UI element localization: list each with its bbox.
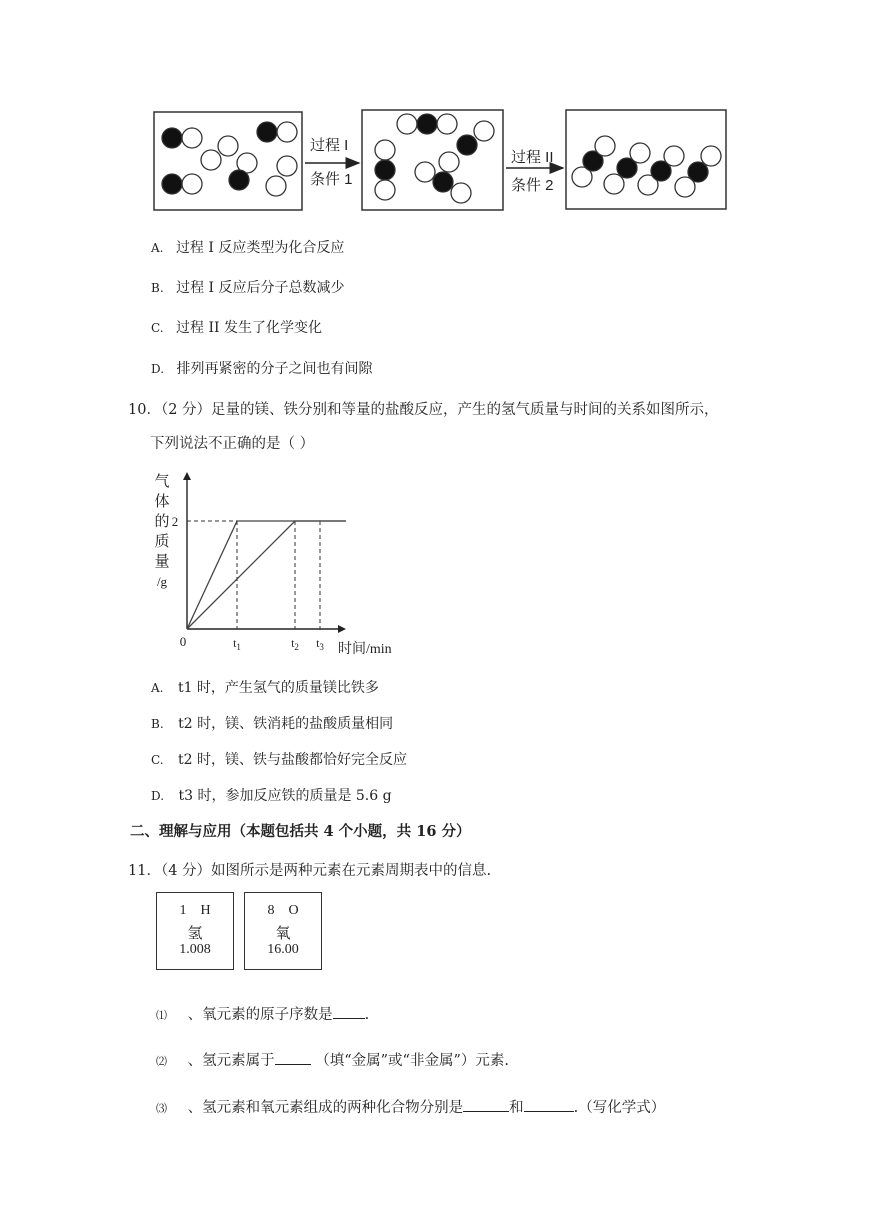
molecule-diagram-svg bbox=[0, 0, 869, 220]
arrow1-top-label: 过程 I bbox=[310, 137, 349, 154]
molecule-diagram bbox=[0, 0, 869, 220]
option-letter: B. bbox=[151, 281, 164, 295]
option-letter: B. bbox=[151, 717, 164, 731]
q10-chart-svg bbox=[140, 462, 420, 662]
option-letter: A. bbox=[151, 241, 164, 255]
q11-sub-1 bbox=[156, 1003, 369, 1024]
option-text: t2 时，镁、铁消耗的盐酸质量相同 bbox=[178, 716, 394, 732]
element-symbol: O bbox=[288, 903, 299, 918]
x-tick-t2: $t_2$ bbox=[291, 636, 299, 652]
q11-sub-2 bbox=[156, 1049, 509, 1070]
sub-text: 、氢元素和氧元素组成的两种化合物分别是 bbox=[187, 1100, 464, 1116]
q9-option-c bbox=[151, 317, 322, 337]
element-name: 氢 bbox=[187, 926, 203, 942]
option-letter: C. bbox=[151, 321, 164, 335]
x-axis-arrow bbox=[338, 625, 346, 633]
series-line-1 bbox=[187, 521, 346, 629]
q9-option-d bbox=[151, 358, 372, 378]
y-axis-label-char: 的 bbox=[154, 514, 170, 530]
element-symbol: H bbox=[200, 903, 211, 918]
sub-text: 、氢元素属于 bbox=[187, 1053, 275, 1069]
q10-stem-line1: 10．（2 分）足量的镁、铁分别和等量的盐酸反应，产生的氢气质量与时间的关系如图所示， bbox=[128, 402, 719, 418]
sub-text-end: . bbox=[364, 1007, 370, 1023]
q9-option-a bbox=[151, 237, 344, 257]
origin-label: 0 bbox=[179, 634, 187, 649]
atomic-mass: 1.008 bbox=[179, 942, 211, 957]
y-axis-label-char: 气 bbox=[154, 474, 170, 490]
q10-option-b bbox=[151, 713, 393, 733]
q9-option-b bbox=[151, 277, 345, 297]
option-text: 过程 Ⅰ 反应类型为化合反应 bbox=[175, 240, 345, 256]
y-axis-label-char: 质 bbox=[154, 534, 170, 550]
arrow2-top-label: 过程 II bbox=[511, 149, 554, 166]
q11-stem: 11．（4 分）如图所示是两种元素在元素周期表中的信息. bbox=[128, 863, 492, 879]
q10-stem-line2: 下列说法不正确的是（ ） bbox=[150, 436, 315, 452]
sub-marker: ⑶ bbox=[156, 1102, 167, 1115]
cell-number-symbol bbox=[245, 903, 321, 919]
answer-blank[interactable] bbox=[524, 1097, 574, 1112]
sub-text-end: （填“金属”或“非金属”）元素. bbox=[315, 1053, 509, 1069]
q10-option-a bbox=[151, 677, 379, 697]
atomic-number: 1 bbox=[179, 903, 187, 918]
periodic-cell-hydrogen bbox=[156, 892, 234, 970]
answer-blank[interactable] bbox=[275, 1050, 311, 1065]
q10-chart bbox=[140, 462, 420, 662]
arrow2-bottom-label: 条件 2 bbox=[511, 177, 554, 194]
answer-blank[interactable] bbox=[333, 1004, 365, 1019]
q10-option-d bbox=[151, 785, 392, 805]
x-tick-t3: $t_3$ bbox=[316, 636, 324, 652]
series-line-2 bbox=[187, 521, 346, 629]
option-text: 过程 Ⅰ 反应后分子总数减少 bbox=[176, 280, 345, 296]
y-axis-label-char: /g bbox=[156, 574, 168, 589]
answer-blank[interactable] bbox=[463, 1097, 509, 1112]
cell-number-symbol bbox=[157, 903, 233, 919]
option-text: t3 时，参加反应铁的质量是 5.6 g bbox=[178, 788, 392, 804]
sub-marker: ⑵ bbox=[156, 1055, 167, 1068]
atomic-number: 8 bbox=[267, 903, 275, 918]
x-tick-t1: $t_1$ bbox=[233, 636, 241, 652]
section-heading: 二、理解与应用（本题包括共 4 个小题，共 16 分） bbox=[130, 823, 471, 840]
option-text: t1 时，产生氢气的质量镁比铁多 bbox=[177, 680, 379, 696]
y-axis-label-char: 量 bbox=[154, 554, 170, 570]
option-text: t2 时，镁、铁与盐酸都恰好完全反应 bbox=[178, 752, 408, 768]
atomic-mass: 16.00 bbox=[267, 942, 299, 957]
option-letter: A. bbox=[151, 681, 164, 695]
q11-sub-3 bbox=[156, 1096, 665, 1117]
x-axis-label: 时间/min bbox=[338, 642, 392, 657]
option-text: 排列再紧密的分子之间也有间隙 bbox=[176, 361, 373, 377]
sub-text-end: .（写化学式） bbox=[573, 1100, 666, 1116]
y-axis-label-char: 体 bbox=[154, 494, 170, 510]
option-letter: D. bbox=[151, 789, 165, 803]
option-letter: C. bbox=[151, 753, 164, 767]
y-tick-2: 2 bbox=[171, 514, 179, 529]
option-text: 过程 II 发生了化学变化 bbox=[176, 320, 322, 336]
sub-text-mid: 和 bbox=[509, 1100, 524, 1116]
arrow1-bottom-label: 条件 1 bbox=[310, 171, 353, 188]
sub-marker: ⑴ bbox=[156, 1009, 167, 1022]
sub-text: 、氧元素的原子序数是 bbox=[187, 1007, 333, 1023]
y-axis-arrow bbox=[183, 472, 191, 480]
q10-option-c bbox=[151, 749, 407, 769]
element-name: 氧 bbox=[275, 926, 291, 942]
periodic-cell-oxygen bbox=[244, 892, 322, 970]
option-letter: D. bbox=[151, 362, 165, 376]
